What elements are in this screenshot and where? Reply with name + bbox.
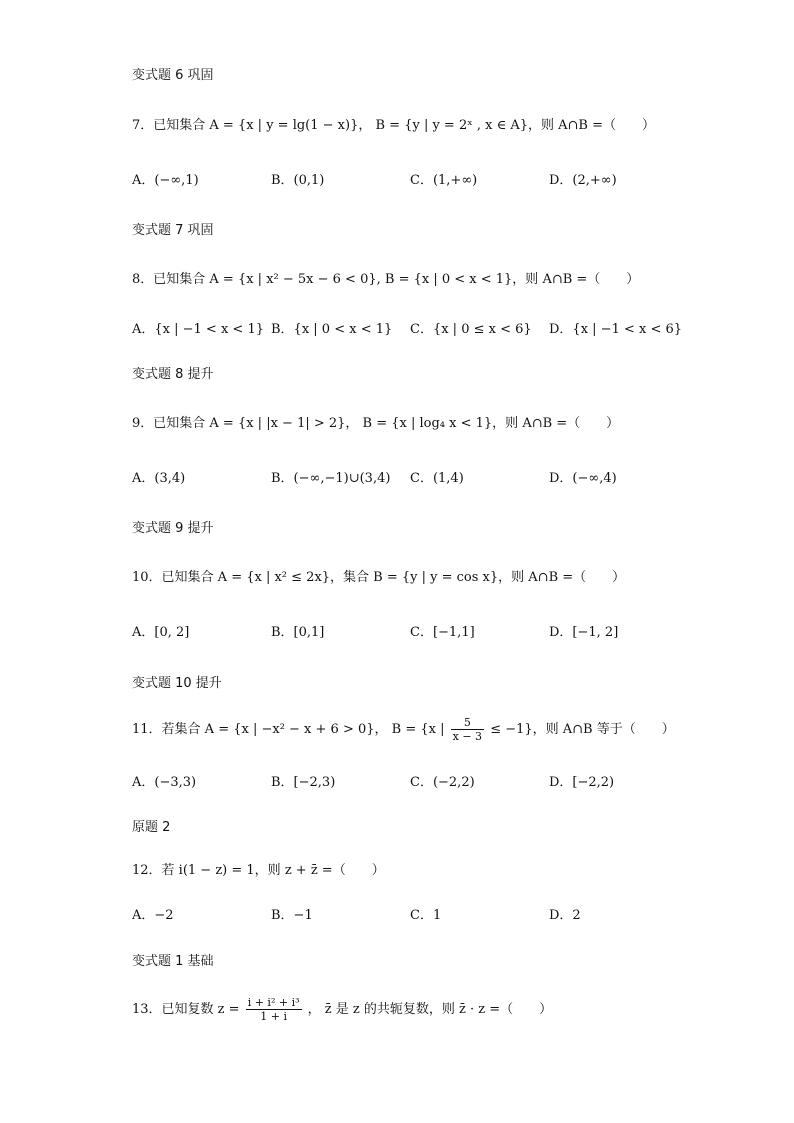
option-b: B．[−2,3) <box>271 775 336 790</box>
fraction-numerator: 5 <box>451 716 484 730</box>
question-7: 7．已知集合 A = {x | y = lg(1 − x)}， B = {y | y = 2ˣ , x ∈ A}，则 A∩B =（ ） <box>132 118 656 133</box>
option-b: B．{x | 0 < x < 1} <box>271 322 393 337</box>
question-12: 12．若 i(1 − z) = 1，则 z + z̄ =（ ） <box>132 863 385 878</box>
option-b: B．[0,1] <box>271 625 325 640</box>
fraction-numerator: i + i² + i³ <box>247 996 300 1009</box>
question-11 <box>132 716 675 743</box>
option-c: C．(1,4) <box>410 471 464 486</box>
question-10: 10．已知集合 A = {x | x² ≤ 2x}，集合 B = {y | y = cos x}，则 A∩B =（ ） <box>132 570 626 585</box>
question-9: 9．已知集合 A = {x | |x − 1| > 2}， B = {x | log₄ x < 1}，则 A∩B =（ ） <box>132 416 620 431</box>
option-c: C．{x | 0 ≤ x < 6} <box>410 322 532 337</box>
question-text: ≤ −1}，则 A∩B 等于（ ） <box>490 722 675 737</box>
option-d: D．{x | −1 < x < 6} <box>549 322 683 337</box>
section-heading: 变式题 9 提升 <box>132 521 214 536</box>
question-8: 8．已知集合 A = {x | x² − 5x − 6 < 0}, B = {x | 0 < x < 1}，则 A∩B =（ ） <box>132 272 640 287</box>
option-a: A．{x | −1 < x < 1} <box>132 322 264 337</box>
question-text: 11．若集合 A = {x | −x² − x + 6 > 0}， B = {x | <box>132 722 445 737</box>
option-a: A．−2 <box>132 908 174 923</box>
option-b: B．(0,1) <box>271 173 325 188</box>
section-heading: 变式题 7 巩固 <box>132 223 214 238</box>
section-heading: 变式题 6 巩固 <box>132 68 214 83</box>
option-d: D．2 <box>549 908 581 923</box>
fraction-denominator: 1 + i <box>260 1010 287 1023</box>
option-c: C．[−1,1] <box>410 625 475 640</box>
option-d: D．(2,+∞) <box>549 173 617 188</box>
fraction <box>246 996 302 1023</box>
fraction-denominator: x − 3 <box>452 730 483 743</box>
option-b: B．(−∞,−1)∪(3,4) <box>271 471 391 486</box>
question-text: ， z̄ 是 z 的共轭复数，则 z̄ · z =（ ） <box>307 1002 553 1017</box>
option-a: A．(3,4) <box>132 471 186 486</box>
option-a: A．[0, 2] <box>132 625 190 640</box>
option-d: D．[−1, 2] <box>549 625 619 640</box>
option-c: C．(−2,2) <box>410 775 475 790</box>
option-d: D．(−∞,4) <box>549 471 617 486</box>
option-a: A．(−∞,1) <box>132 173 199 188</box>
question-13 <box>132 996 552 1023</box>
section-heading: 变式题 8 提升 <box>132 367 214 382</box>
option-a: A．(−3,3) <box>132 775 197 790</box>
section-heading: 变式题 10 提升 <box>132 676 222 691</box>
option-c: C．(1,+∞) <box>410 173 478 188</box>
section-heading: 变式题 1 基础 <box>132 954 214 969</box>
option-c: C．1 <box>410 908 442 923</box>
section-heading: 原题 2 <box>132 820 171 835</box>
option-b: B．−1 <box>271 908 313 923</box>
fraction <box>451 716 484 743</box>
question-text: 13．已知复数 z = <box>132 1002 240 1017</box>
option-d: D．[−2,2) <box>549 775 615 790</box>
